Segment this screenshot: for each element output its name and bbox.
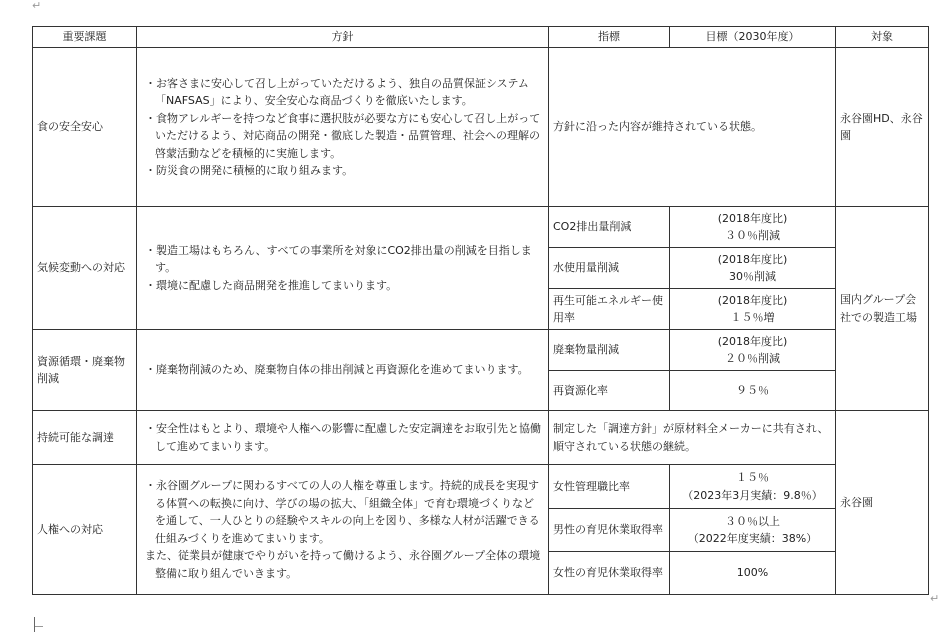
policy-line: また、従業員が健康でやりがいを持って働けるよう、永谷園グループ全体の環境整備に取り組んでいきます。 [145,549,541,580]
policy-cell [137,411,549,465]
scope-cell: 永谷園 [836,411,929,595]
target-value: １５％増 [730,311,775,324]
target-cell [670,465,836,509]
issue-cell: 資源循環・廃棄物削減 [33,330,137,411]
target-cell [670,248,836,289]
policy-line: ・廃棄物削減のため、廃棄物自体の排出削減と再資源化を進めてまいります。 [145,363,529,377]
policy-line: ・製造工場はもちろん、すべての事業所を対象にCO2排出量の削減を目指します。 [145,243,532,275]
table-row [33,48,929,207]
policy-cell [137,207,549,330]
paragraph-mark: ↵ [32,0,42,12]
target-note: （2022年度実績：38%） [687,532,818,545]
target-value: １５％ [736,471,769,484]
target-value: ３０％以上 [725,514,780,528]
table-row [33,411,929,465]
issue-cell: 食の安全安心 [33,48,137,207]
target-note: （2023年3月実績：9.8％） [682,488,823,502]
issue-cell: 気候変動への対応 [33,207,137,330]
policy-cell [137,330,549,411]
table-header-row [33,27,929,48]
indicator-cell: 廃棄物量削減 [549,330,670,371]
indicator-cell: 女性管理職比率 [549,465,670,509]
policy-line: ・永谷園グループに関わるすべての人の人権を尊重します。持続的成長を実現する体質への転換に向け、学びの場の拡大、「組織全体」で育む環境づくりなどを通して、一人ひとりの経験やスキルの向上を図り、多様な人材が活躍できる仕組みづくりを進めてまいります。 [145,479,540,545]
target-cell [670,509,836,552]
materiality-table [32,26,929,595]
indicator-cell: 再生可能エネルギー使用率 [549,289,670,330]
text-cursor [34,617,35,632]
target-cell [670,207,836,248]
target-cell [670,371,836,411]
target-value: 30％削減 [729,270,776,283]
target-cell [670,552,836,595]
target-value: ２０％削減 [725,352,780,365]
indicator-cell: 女性の育児休業取得率 [549,552,670,595]
indicator-cell: 再資源化率 [549,371,670,411]
target-note: (2018年度比) [717,252,788,266]
indicator-cell: 水使用量削減 [549,248,670,289]
issue-cell: 人権への対応 [33,465,137,595]
policy-line: ・防災食の開発に積極的に取り組みます。 [145,164,354,177]
target-value: 100% [736,566,769,580]
policy-line: ・安全性はもとより、環境や人権への影響に配慮した安定調達をお取引先と協働して進めてまいります。 [145,422,541,453]
target-note: (2018年度比) [717,334,788,348]
issue-cell: 持続可能な調達 [33,411,137,465]
policy-line: ・環境に配慮した商品開発を推進してまいります。 [145,278,398,292]
scope-cell: 永谷園HD、永谷園 [836,48,929,207]
indicator-cell: 男性の育児休業取得率 [549,509,670,552]
indicator-cell: CO2排出量削減 [549,207,670,248]
policy-line: ・食物アレルギーを持つなど食事に選択肢が必要な方にも安心して召し上がっていただけるよう、対応商品の開発・徹底した製造・品質管理、社会への理解の啓蒙活動などを積極的に実施します。 [145,111,541,160]
indicator-cell: 方針に沿った内容が維持されている状態。 [549,48,836,207]
table-row [33,207,929,248]
target-note: (2018年度比) [717,293,788,307]
header-policy: 方針 [137,27,549,48]
table-row [33,330,929,371]
header-issue: 重要課題 [33,27,137,48]
target-cell [670,330,836,371]
target-cell [670,289,836,330]
target-note: (2018年度比) [717,211,788,225]
header-scope: 対象 [836,27,929,48]
paragraph-mark: ↵ [930,592,940,605]
text-cursor-tail [35,626,43,627]
header-target: 目標（2030年度） [670,27,836,48]
indicator-cell: 制定した「調達方針」が原材料全メーカーに共有され、順守されている状態の継続。 [549,411,836,465]
policy-line: ・お客さまに安心して召し上がっていただけるよう、独自の品質保証システム「NAFSAS」により、安全安心な商品づくりを徹底いたします。 [145,76,529,107]
scope-cell: 国内グループ会社での製造工場 [836,207,929,411]
target-value: ９５％ [736,383,769,397]
policy-cell [137,465,549,595]
table-row [33,465,929,509]
target-value: ３０％削減 [725,229,780,242]
header-indicator: 指標 [549,27,670,48]
policy-cell [137,48,549,207]
